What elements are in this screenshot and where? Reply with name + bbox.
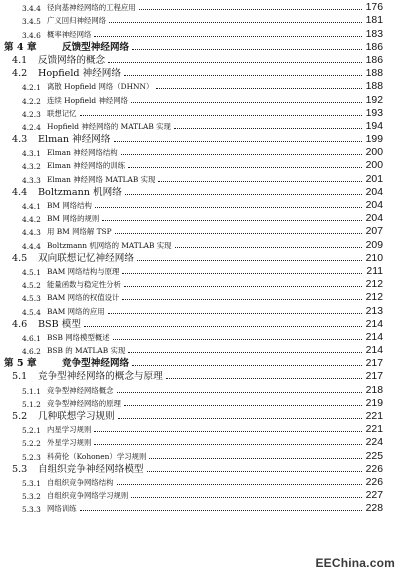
toc-sub-row (0, 448, 401, 461)
toc-entry-number: 4.4.2 (22, 215, 41, 225)
toc-entry-title: BM 网络结构 (47, 201, 92, 210)
toc-entry-number: 4.3.2 (22, 162, 41, 172)
toc-sub-row (0, 382, 401, 395)
toc-entry-title: BSB 的 MATLAB 实现 (47, 346, 126, 356)
toc-entry-number: 4.5.3 (22, 294, 41, 304)
toc-entry-page: 219 (365, 397, 383, 409)
toc-entry-title: 反馈网络的概念 (38, 54, 106, 66)
dot-leader (109, 22, 362, 23)
toc-entry-page: 188 (365, 68, 383, 80)
toc-sub-row (0, 501, 401, 514)
toc-entry-number: 4.2.3 (22, 109, 41, 119)
toc-entry-page: 186 (365, 41, 383, 53)
dot-leader (124, 405, 362, 406)
dot-leader (122, 299, 362, 300)
toc-section-row (0, 462, 401, 475)
toc-entry-number: 4.2.4 (22, 122, 41, 132)
toc-entry-number: 4.2.1 (22, 83, 41, 93)
dot-leader (125, 194, 362, 195)
dot-leader (137, 260, 362, 261)
toc-entry-title: Boltzmann 机网络 (38, 186, 122, 198)
toc-sub-row (0, 396, 401, 409)
toc-entry-number: 4.6.1 (22, 333, 41, 343)
toc-sub-row (0, 13, 401, 26)
toc-entry-page: 210 (365, 252, 383, 264)
toc-entry-title: Hopfield 神经网络的 MATLAB 实现 (47, 121, 171, 131)
toc-entry-page: 201 (365, 173, 383, 185)
toc-entry-title: BAM 网络的应用 (47, 306, 105, 316)
toc-section-row (0, 185, 401, 198)
toc-entry-page: 224 (365, 437, 383, 449)
dot-leader (94, 36, 362, 37)
toc-sub-row (0, 435, 401, 448)
toc-entry-number: 5.3.1 (22, 478, 41, 488)
toc-entry-number: 4.6.2 (22, 347, 41, 357)
toc-entry-page: 200 (365, 147, 383, 159)
toc-entry-number: 4.5.4 (22, 307, 41, 317)
toc-entry-page: 218 (365, 384, 383, 396)
toc-entry-page: 192 (365, 94, 383, 106)
dot-leader (80, 115, 362, 116)
toc-entry-title: Elman 神经网络结构 (47, 148, 118, 158)
toc-entry-number: 5.3.2 (22, 492, 41, 502)
toc-section-row (0, 132, 401, 145)
dot-leader (114, 141, 363, 142)
dot-leader (132, 49, 362, 50)
dot-leader (95, 207, 362, 208)
toc-entry-title: Elman 神经网络的训练 (47, 161, 126, 171)
toc-entry-number: 4.5.2 (22, 281, 41, 291)
dot-leader (117, 484, 362, 485)
toc-entry-page: 194 (365, 120, 383, 132)
watermark-logo: EEChina.com (315, 556, 395, 570)
dot-leader (84, 326, 362, 327)
toc-entry-page: 217 (365, 358, 383, 370)
toc-entry-title: BSB 模型 (38, 318, 81, 330)
toc-entry-title: 自组织竞争神经网络模型 (38, 463, 144, 475)
toc-entry-title: BSB 网络模型概述 (47, 332, 110, 342)
toc-entry-number: 4.3.1 (22, 149, 41, 159)
toc-entry-page: 188 (365, 81, 383, 93)
toc-chapter-row (0, 40, 401, 53)
toc-entry-number: 3.4.5 (22, 17, 41, 27)
toc-entry-page: 181 (365, 15, 383, 27)
toc-entry-page: 186 (365, 54, 383, 66)
toc-sub-row (0, 171, 401, 184)
toc-entry-title: 径向基神经网络的工程应用 (47, 3, 136, 13)
toc-entry-title: 能量函数与稳定性分析 (47, 280, 121, 290)
toc-entry-title: 竞争型神经网络的原理 (47, 398, 121, 408)
toc-entry-page: 176 (365, 2, 383, 14)
toc-entry-number: 4.4 (12, 186, 28, 198)
toc-entry-page: 204 (365, 200, 383, 211)
toc-sub-row (0, 330, 401, 343)
toc-entry-number: 第 5 章 (4, 358, 37, 370)
toc-section-row (0, 409, 401, 422)
toc-entry-title: 反馈型神经网络 (62, 41, 130, 53)
toc-entry-number: 5.3 (12, 463, 28, 475)
toc-sub-row (0, 237, 401, 250)
toc-entry-number: 5.2.2 (22, 439, 41, 449)
toc-entry-number: 5.2.3 (22, 452, 41, 462)
toc-sub-row (0, 106, 401, 119)
toc-chapter-row (0, 356, 401, 369)
dot-leader (131, 102, 362, 103)
toc-entry-number: 4.5 (12, 252, 28, 264)
toc-sub-row (0, 264, 401, 277)
toc-entry-title: 概率神经网络 (47, 29, 92, 39)
toc-entry-page: 200 (365, 160, 383, 172)
toc-entry-page: 227 (365, 490, 383, 502)
toc-sub-row (0, 198, 401, 211)
toc-entry-page: 204 (365, 186, 383, 198)
toc-entry-number: 4.3 (12, 134, 28, 146)
toc-entry-page: 217 (365, 371, 383, 383)
dot-leader (175, 247, 362, 248)
toc-entry-number: 4.2 (12, 68, 28, 80)
toc-entry-title: 双向联想记忆神经网络 (38, 252, 134, 264)
dot-leader (128, 352, 362, 353)
dot-leader (132, 365, 362, 366)
dot-leader (80, 510, 362, 511)
dot-leader (149, 458, 362, 459)
toc-entry-number: 5.1 (12, 371, 28, 383)
toc-sub-row (0, 343, 401, 356)
toc-sub-row (0, 26, 401, 39)
dot-leader (94, 444, 362, 445)
toc-sub-row (0, 488, 401, 501)
toc-entry-page: 204 (365, 213, 383, 225)
toc-entry-title: 网络训练 (47, 504, 77, 514)
toc-sub-row (0, 422, 401, 435)
dot-leader (124, 75, 362, 76)
toc-entry-number: 5.1.1 (22, 386, 41, 396)
dot-leader (121, 154, 362, 155)
dot-leader (147, 471, 362, 472)
toc-entry-title: BAM 网络的权值设计 (47, 293, 120, 303)
dot-leader (166, 378, 362, 379)
toc-entry-page: 214 (365, 345, 383, 357)
dot-leader (113, 339, 362, 340)
toc-sub-row (0, 277, 401, 290)
dot-leader (128, 167, 362, 168)
dot-leader (122, 273, 362, 274)
toc-entry-title: 外星学习规则 (47, 438, 92, 448)
toc-section-row (0, 369, 401, 382)
toc-sub-row (0, 145, 401, 158)
toc-entry-title: Elman 神经网络 MATLAB 实现 (47, 174, 156, 184)
toc-entry-title: 用 BM 网络解 TSP (47, 227, 112, 237)
dot-leader (115, 233, 362, 234)
dot-leader (102, 220, 362, 221)
toc-entry-number: 3.4.6 (22, 30, 41, 40)
toc-entry-title: 广义回归神经网络 (47, 16, 107, 26)
toc-section-row (0, 251, 401, 264)
toc-entry-number: 4.3.3 (22, 175, 41, 185)
toc-entry-title: 科荷伦（Kohonen）学习规则 (47, 451, 147, 461)
dot-leader (108, 62, 362, 63)
toc-section-row (0, 53, 401, 66)
toc-entry-number: 4.1 (12, 54, 28, 66)
toc-entry-page: 213 (365, 305, 383, 317)
dot-leader (117, 392, 362, 393)
toc-entry-title: BM 网络的规则 (47, 214, 100, 224)
dot-leader (139, 9, 362, 10)
toc-entry-number: 4.4.4 (22, 241, 41, 251)
toc-entry-title: 联想记忆 (47, 108, 77, 118)
toc-entry-title: BAM 网络结构与原理 (47, 266, 120, 276)
toc-entry-page: 228 (365, 503, 383, 515)
toc-sub-row (0, 224, 401, 237)
toc-section-row (0, 66, 401, 79)
toc-entry-number: 第 4 章 (4, 41, 37, 53)
toc-sub-row (0, 475, 401, 488)
toc-entry-page: 209 (365, 239, 383, 251)
dot-leader (158, 181, 362, 182)
toc-entry-number: 4.5.1 (22, 267, 41, 277)
toc-entry-page: 183 (365, 28, 383, 40)
toc-entry-page: 199 (365, 134, 383, 146)
toc-entry-page: 221 (365, 424, 383, 436)
dot-leader (108, 313, 362, 314)
toc-entry-page: 212 (365, 292, 383, 304)
dot-leader (94, 431, 362, 432)
toc-entry-title: 自组织竞争网络结构 (47, 477, 114, 487)
toc-section-row (0, 317, 401, 330)
toc-entry-title: 连续 Hopfield 神经网络 (47, 95, 129, 105)
toc-entry-page: 226 (365, 476, 383, 488)
toc-entry-page: 226 (365, 463, 383, 475)
toc-entry-title: Boltzmann 机网络的 MATLAB 实现 (47, 240, 172, 250)
toc-entry-page: 207 (365, 226, 383, 238)
toc-entry-title: 竞争型神经网络 (62, 358, 130, 370)
toc-entry-number: 4.4.1 (22, 202, 41, 211)
toc-entry-number: 4.2.2 (22, 96, 41, 106)
toc-entry-page: 214 (365, 331, 383, 343)
toc-entry-number: 4.4.3 (22, 228, 41, 238)
toc-sub-row (0, 79, 401, 92)
toc-sub-row (0, 119, 401, 132)
toc-entry-page: 212 (365, 279, 383, 291)
toc-sub-row (0, 158, 401, 171)
toc-sub-row (0, 0, 401, 13)
toc-sub-row (0, 211, 401, 224)
dot-leader (156, 88, 362, 89)
toc-entry-number: 5.1.2 (22, 399, 41, 409)
toc-entry-title: Elman 神经网络 (38, 134, 111, 146)
toc-entry-title: 竞争型神经网络概念 (47, 385, 114, 395)
toc-entry-page: 211 (366, 265, 383, 277)
toc-entry-page: 193 (365, 107, 383, 119)
toc-entry-title: 自组织竞争网络学习规则 (47, 491, 129, 501)
toc-entry-title: 离散 Hopfield 网络（DHNN） (47, 82, 154, 92)
toc-entry-page: 221 (365, 411, 383, 422)
toc-entry-title: 几种联想学习规则 (38, 411, 115, 422)
toc-entry-number: 4.6 (12, 318, 28, 330)
toc-entry-title: Hopfield 神经网络 (38, 68, 121, 80)
toc-sub-row (0, 92, 401, 105)
toc-entry-page: 214 (365, 318, 383, 330)
toc-entry-number: 3.4.4 (22, 4, 41, 14)
toc-entry-title: 内星学习规则 (47, 425, 92, 435)
toc-sub-row (0, 303, 401, 316)
toc-entry-number: 5.2.1 (22, 426, 41, 436)
toc-sub-row (0, 290, 401, 303)
dot-leader (124, 286, 362, 287)
dot-leader (131, 497, 362, 498)
dot-leader (174, 128, 362, 129)
toc-entry-title: 竞争型神经网络的概念与原理 (38, 371, 163, 383)
dot-leader (118, 418, 362, 419)
toc-entry-page: 225 (365, 450, 383, 462)
toc-entry-number: 5.3.3 (22, 505, 41, 515)
toc-entry-number: 5.2 (12, 411, 28, 422)
